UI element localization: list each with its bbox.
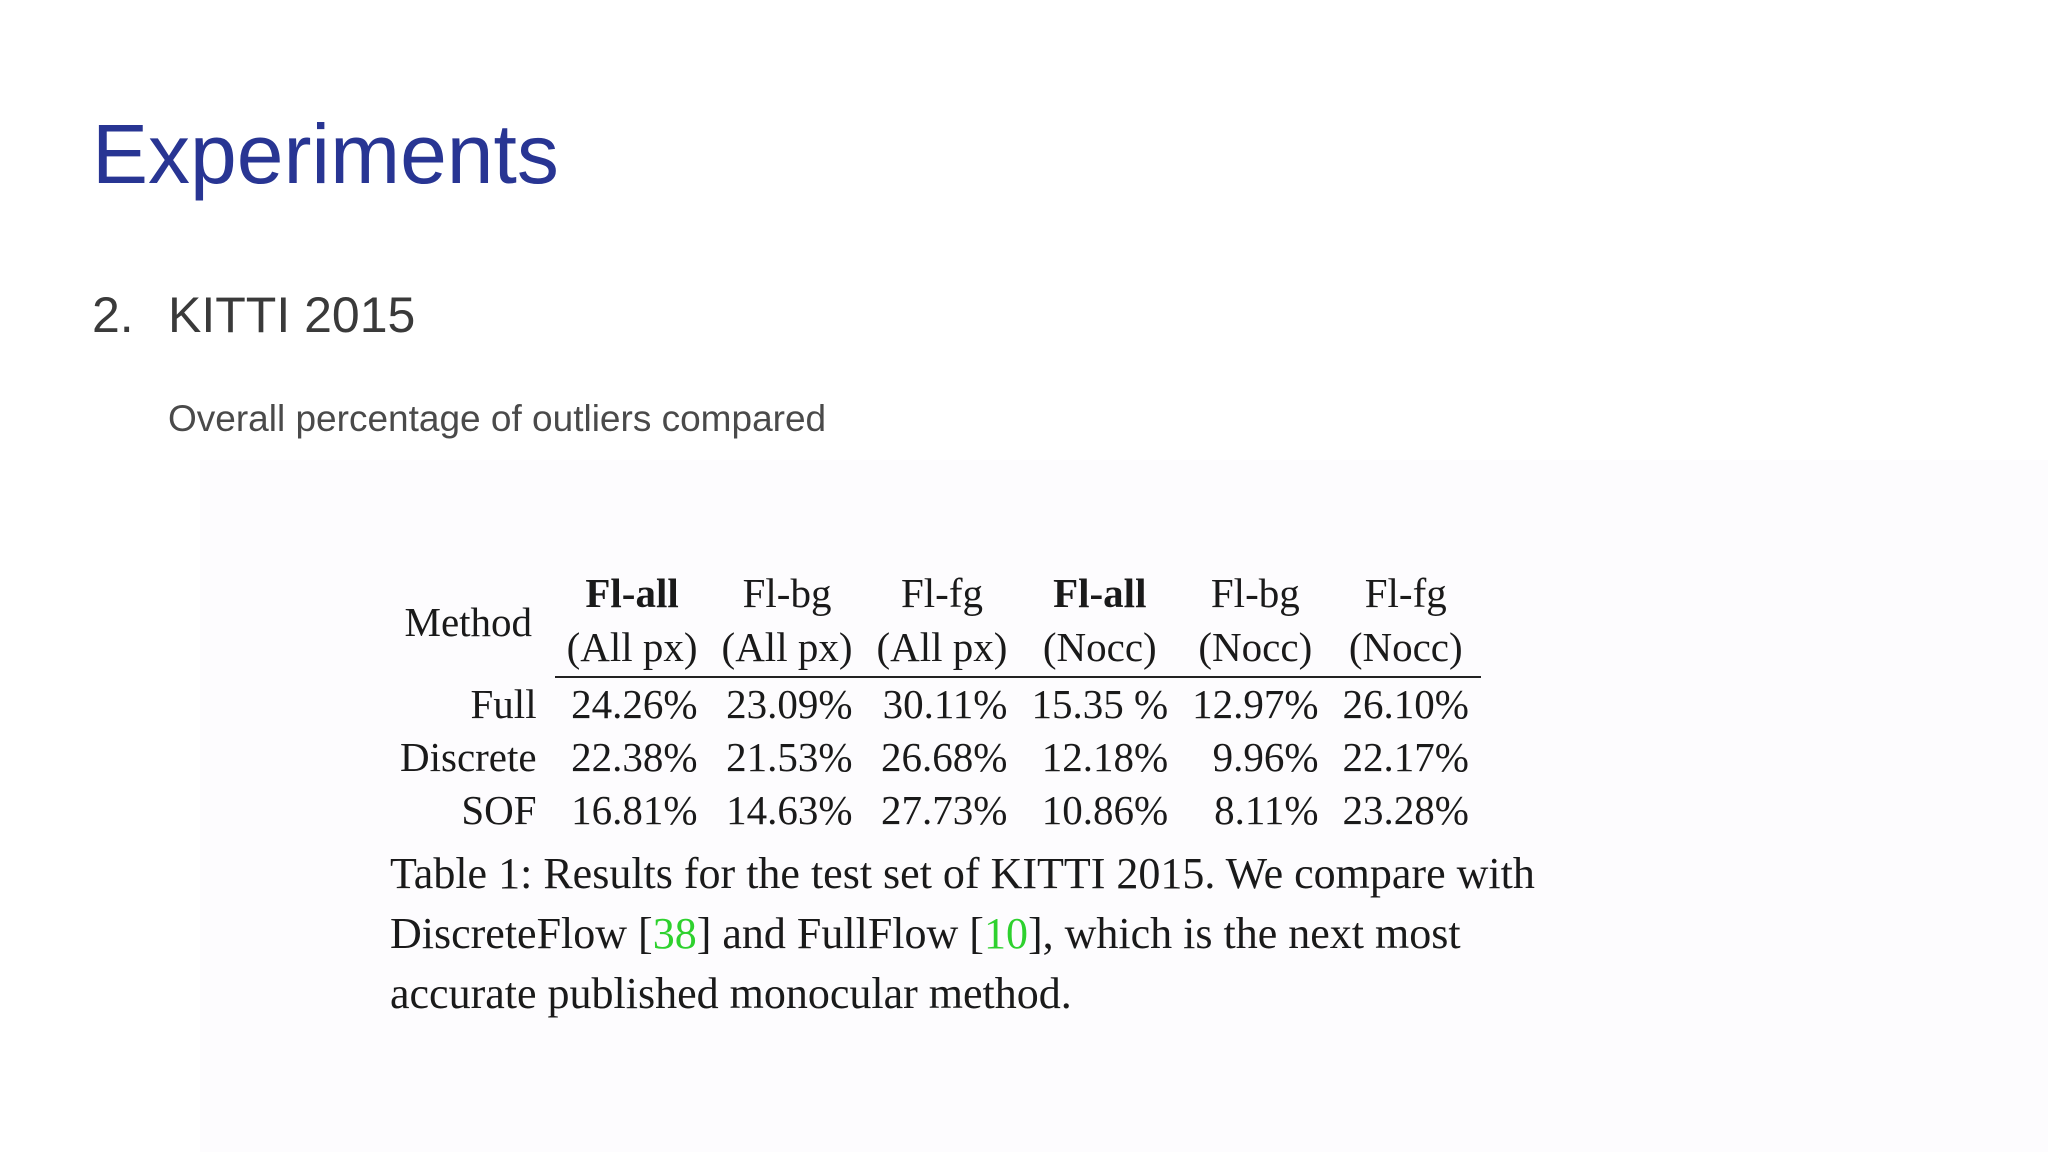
value-cell: 24.26% <box>571 681 698 727</box>
caption-text: Table 1: Results for the test set of KITTI 2015. We compare with DiscreteFlow [ <box>390 849 1535 958</box>
column-header-top: Fl-fg <box>1364 570 1447 616</box>
value-cell: 26.10% <box>1342 681 1469 727</box>
column-header-top: Fl-all <box>585 570 679 616</box>
citation-link-10[interactable]: 10 <box>983 909 1028 958</box>
value-cell: 27.73% <box>881 787 1008 833</box>
value-cell: 12.18% <box>1041 734 1169 780</box>
value-cell: 22.38% <box>571 734 698 780</box>
value-cell: 22.17% <box>1342 734 1469 780</box>
table-caption <box>390 844 1570 1024</box>
value-cell: 10.86% <box>1041 787 1169 833</box>
value-cell: 30.11% <box>882 681 1008 727</box>
value-cell: 21.53% <box>726 734 853 780</box>
table-row <box>388 784 1481 837</box>
column-header-bottom: (Nocc) <box>1019 620 1180 677</box>
numbered-list-item <box>92 287 416 343</box>
value-cell: 12.97% <box>1192 681 1319 727</box>
value-cell: 26.68% <box>881 734 1008 780</box>
value-cell: 9.96% <box>1212 734 1319 780</box>
results-table <box>388 566 1481 837</box>
column-header-top: Fl-fg <box>900 570 983 616</box>
value-cell: 8.11% <box>1214 787 1319 833</box>
method-column-header: Method <box>404 598 533 645</box>
list-item-text: KITTI 2015 <box>168 287 416 343</box>
section-subtitle: Overall percentage of outliers compared <box>168 398 827 439</box>
value-cell: 23.09% <box>726 681 853 727</box>
table-row <box>388 731 1481 784</box>
column-header-bottom: (All px) <box>555 620 710 677</box>
list-number: 2. <box>92 287 134 343</box>
value-cell: 14.63% <box>726 787 853 833</box>
column-header-top: Fl-bg <box>1210 570 1300 616</box>
table-header-row-top <box>388 566 1481 620</box>
table-row <box>388 677 1481 731</box>
caption-text: ], which is the next most accurate published monocular method. <box>390 909 1461 1018</box>
column-header-bottom: (All px) <box>865 620 1020 677</box>
value-cell: 15.35 % <box>1031 681 1169 727</box>
method-cell: Discrete <box>400 734 537 780</box>
column-header-bottom: (Nocc) <box>1331 620 1481 677</box>
value-cell: 16.81% <box>571 787 698 833</box>
caption-text: ] and FullFlow [ <box>696 909 984 958</box>
results-table-figure <box>388 566 1580 837</box>
value-cell: 23.28% <box>1342 787 1469 833</box>
column-header-top: Fl-all <box>1053 570 1147 616</box>
column-header-top: Fl-bg <box>742 570 832 616</box>
column-header-bottom: (Nocc) <box>1180 620 1330 677</box>
citation-link-38[interactable]: 38 <box>652 909 697 958</box>
method-cell: SOF <box>461 787 537 833</box>
method-cell: Full <box>470 680 537 727</box>
column-header-bottom: (All px) <box>710 620 865 677</box>
slide-title: Experiments <box>92 107 559 201</box>
